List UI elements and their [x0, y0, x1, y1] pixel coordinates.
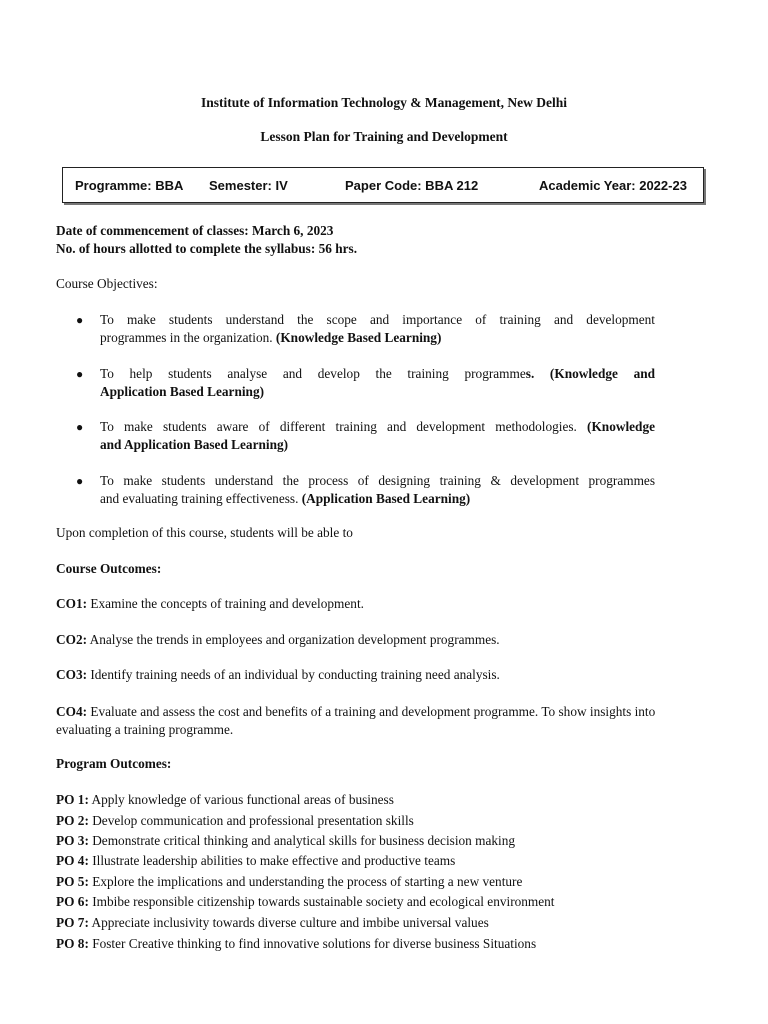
program-outcome-item	[56, 936, 536, 952]
learning-tag: (Knowledge	[587, 419, 655, 434]
learning-tag: (Knowledge Based Learning)	[275, 330, 442, 345]
objective-text: To make students aware of different training and development methodologies.	[100, 419, 588, 434]
outcome-code: PO 2:	[56, 813, 89, 828]
outcome-text: Foster Creative thinking to find innovative solutions for diverse business Situations	[88, 936, 537, 951]
outcome-text: Examine the concepts of training and development.	[87, 596, 364, 611]
objective-item	[100, 311, 655, 347]
paper-code-field: Paper Code: BBA 212	[345, 178, 479, 193]
learning-tag: (Application Based Learning)	[301, 491, 471, 506]
outcome-code: PO 7:	[56, 915, 89, 930]
outcome-text: Imbibe responsible citizenship towards sustainable society and ecological environment	[88, 894, 555, 909]
course-outcome-item	[56, 632, 500, 648]
course-outcome-item	[56, 667, 500, 683]
bullet-icon: ●	[76, 367, 84, 381]
completion-intro: Upon completion of this course, students will be able to	[56, 525, 353, 540]
outcome-text: Analyse the trends in employees and organization development programmes.	[87, 632, 500, 647]
outcome-code: CO3:	[56, 667, 88, 682]
objective-item	[100, 418, 655, 454]
commencement-date: Date of commencement of classes: March 6, 2023	[56, 223, 334, 238]
outcome-text: Appreciate inclusivity towards diverse culture and imbibe universal values	[88, 915, 489, 930]
course-objectives-heading: Course Objectives:	[56, 276, 158, 291]
outcome-text: Illustrate leadership abilities to make effective and productive teams	[88, 853, 456, 868]
objective-line: To make students understand the process of designing training & development programmes	[100, 473, 655, 488]
objective-line	[100, 418, 655, 436]
program-outcome-item	[56, 833, 515, 849]
program-outcome-item	[56, 874, 522, 890]
outcome-text: Identify training needs of an individual by conducting training need analysis.	[87, 667, 500, 682]
outcome-text: Demonstrate critical thinking and analytical skills for business decision making	[88, 833, 516, 848]
bullet-icon: ●	[76, 313, 84, 327]
learning-tag: and Application Based Learning)	[100, 437, 289, 452]
outcome-code: PO 4:	[56, 853, 89, 868]
program-outcome-item	[56, 853, 455, 869]
learning-tag: Application Based Learning)	[100, 384, 265, 399]
learning-tag: s. (Knowledge and	[525, 366, 656, 381]
outcome-code: PO 1:	[56, 792, 89, 807]
lesson-plan-title: Lesson Plan for Training and Development	[260, 129, 508, 144]
institute-title: Institute of Information Technology & Management, New Delhi	[201, 95, 567, 110]
program-outcome-item	[56, 792, 394, 808]
program-outcomes-heading: Program Outcomes:	[56, 756, 172, 771]
allotted-hours: No. of hours allotted to complete the syllabus: 56 hrs.	[56, 241, 358, 256]
outcome-text: Develop communication and professional presentation skills	[88, 813, 414, 828]
outcome-code: CO4:	[56, 704, 88, 719]
objective-item	[100, 365, 655, 401]
outcome-code: PO 8:	[56, 936, 89, 951]
outcome-code: PO 5:	[56, 874, 89, 889]
objective-text: To help students analyse and develop the training programme	[100, 366, 526, 381]
objective-item	[100, 472, 655, 508]
program-outcome-item	[56, 813, 414, 829]
program-outcome-item	[56, 915, 489, 931]
course-outcomes-heading: Course Outcomes:	[56, 561, 162, 576]
outcome-text: Explore the implications and understanding the process of starting a new venture	[88, 874, 523, 889]
objective-line	[100, 365, 655, 383]
course-outcome-item	[56, 703, 712, 739]
outcome-text: Apply knowledge of various functional areas of business	[88, 792, 394, 807]
semester-field: Semester: IV	[209, 178, 288, 193]
course-outcome-item	[56, 596, 364, 612]
bullet-icon: ●	[76, 474, 84, 488]
outcome-code: CO2:	[56, 632, 88, 647]
outcome-code: PO 6:	[56, 894, 89, 909]
course-info-box	[62, 167, 704, 203]
program-outcome-item	[56, 894, 555, 910]
bullet-icon: ●	[76, 420, 84, 434]
outcome-code: CO1:	[56, 596, 88, 611]
objective-line: programmes in the organization.	[100, 330, 276, 345]
programme-field: Programme: BBA	[75, 178, 184, 193]
objective-line: To make students understand the scope and importance of training and development	[100, 312, 655, 327]
objective-line: and evaluating training effectiveness.	[100, 491, 302, 506]
outcome-text: Evaluate and assess the cost and benefits of a training and development programme. To show insights into evaluating a training programme.	[56, 704, 656, 737]
academic-year-field: Academic Year: 2022-23	[539, 178, 687, 193]
outcome-code: PO 3:	[56, 833, 89, 848]
